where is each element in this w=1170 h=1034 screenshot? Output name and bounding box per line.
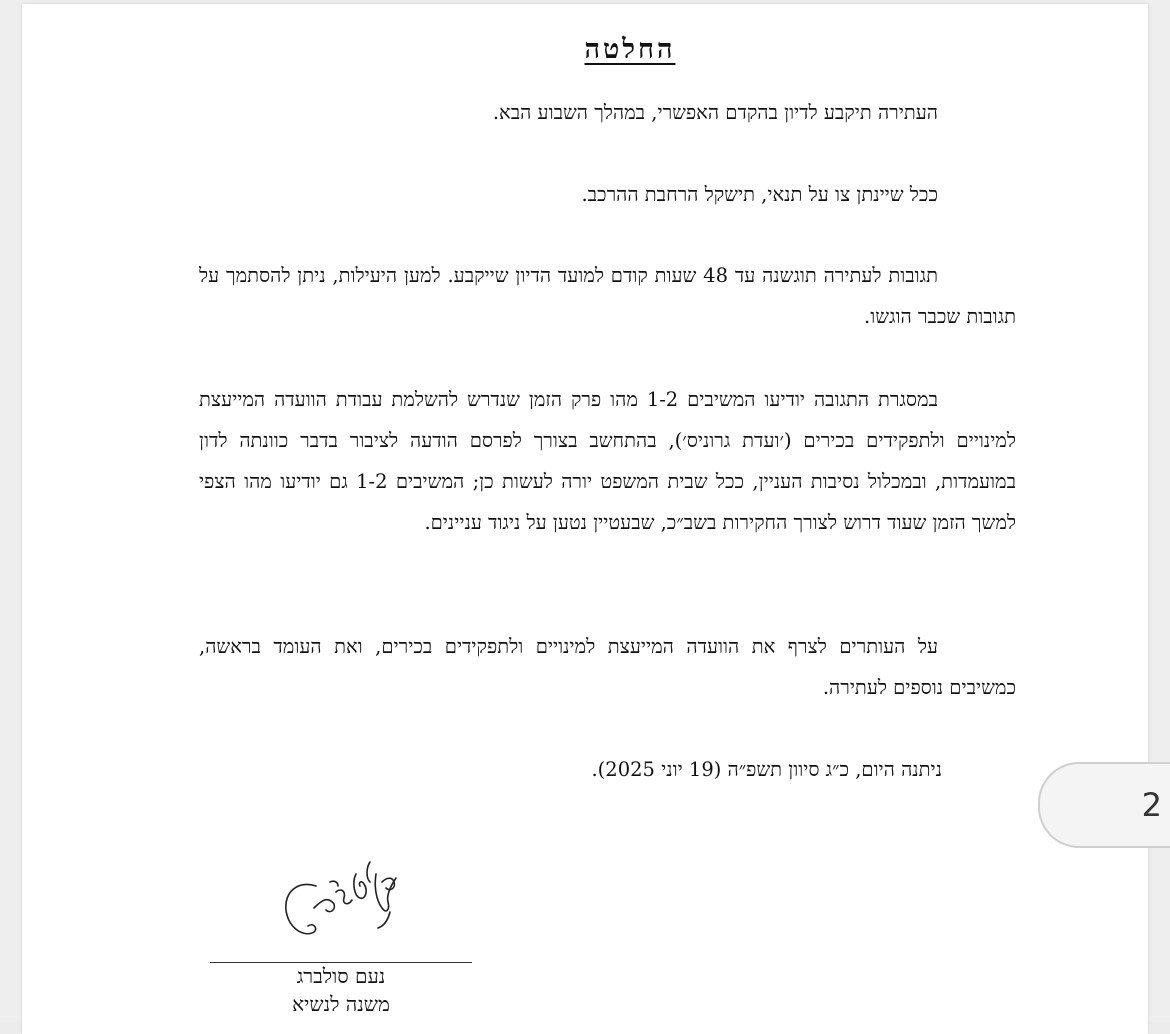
signer-name: נעם סולברג [296,964,386,988]
paragraph-4: במסגרת התגובה יודיעו המשיבים 1-2 מהו פרק הזמן שנדרש להשלמת עבודת הוועדה המייעצת למינויים ולתפקידים בכירים (׳ועדת גרוניס׳), בהתחשב בצורך לפרסם הודעה לציבור בדבר כוונתה לדון במועמדות, ובמכלול נסיבות העניין, ככל שבית המשפט יורה לעשות כן; המשיבים 1-2 גם יודיעו מהו הצפי למשך הזמן שעוד דרוש לצורך החקירות בשב״כ, שבעטיין נטען על ניגוד עניינים. [199,388,1016,534]
paragraph-1: העתירה תיקבע לדיון בהקדם האפשרי, במהלך השבוע הבא. [492,101,938,124]
document-page [22,4,1148,1034]
paragraph-3: תגובות לעתירה תוגשנה עד 48 שעות קודם למועד הדיון שייקבע. למען היעילות, ניתן להסתמך על תגובות שכבר הוגשו. [199,264,1016,328]
page-number: 2 [1141,786,1162,824]
page-number-indicator[interactable] [1038,762,1170,848]
signer-title: משנה לנשיא [292,992,390,1016]
handwritten-signature [278,852,403,944]
paragraph-5: על העותרים לצרף את הוועדה המייעצת למינויים ולתפקידים בכירים, ואת העומד בראשה, כמשיבים נוספים לעתירה. [199,635,1016,699]
decision-heading: החלטה [584,34,676,65]
paragraph-2: ככל שיינתן צו על תנאי, תישקל הרחבת ההרכב. [581,183,938,206]
date-line: ניתנה היום, כ״ג סיוון תשפ״ה (19 יוני 2025). [591,758,942,781]
